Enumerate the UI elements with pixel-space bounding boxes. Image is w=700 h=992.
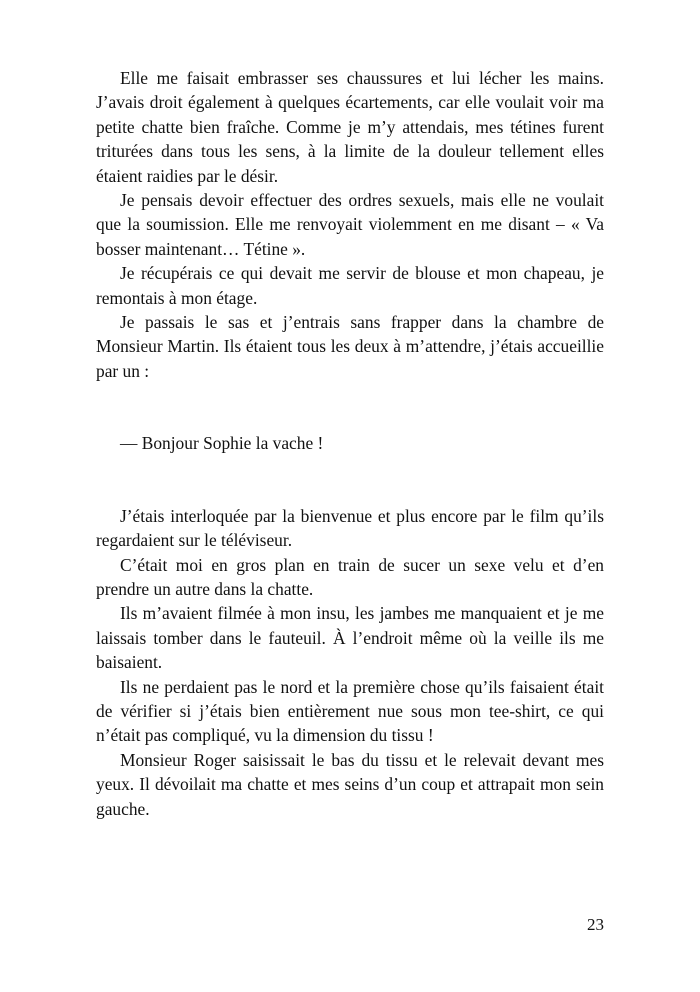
paragraph: Je pensais devoir effectuer des ordres sexuels, mais elle ne voulait que la soumission. Elle me renvoyait violemment en me disant – « Va bosser maintenant… Tétine ». <box>96 190 604 259</box>
paragraph: Je passais le sas et j’entrais sans frapper dans la chambre de Monsieur Martin. Ils étaient tous les deux à m’attendre, j’étais accueillie par un : <box>96 312 604 381</box>
dialogue-line: — Bonjour Sophie la vache ! <box>120 433 324 454</box>
paragraph: Elle me faisait embrasser ses chaussures et lui lécher les mains. J’avais droit également à quelques écartements, car elle voulait voir ma petite chatte bien fraîche. Comme je m’y attendais, mes tétines furent triturées dans tous les sens, à la limite de la douleur tellement elles étaient raidies par le désir. <box>96 68 604 186</box>
paragraph: C’était moi en gros plan en train de sucer un sexe velu et d’en prendre un autre dans la chatte. <box>96 554 604 599</box>
paragraph: J’étais interloquée par la bienvenue et plus encore par le film qu’ils regardaient sur le téléviseur. <box>96 505 604 551</box>
page-body <box>96 66 604 821</box>
paragraph: Monsieur Roger saisissait le bas du tissu et le relevait devant mes yeux. Il dévoilait ma chatte et mes seins d’un coup et attrapait mon sein gauche. <box>96 749 604 819</box>
paragraph: Ils m’avaient filmée à mon insu, les jambes me manquaient et je me laissais tomber dans le fauteuil. À l’endroit même où la veille ils me baisaient. <box>96 603 604 673</box>
page-number: 23 <box>587 915 604 934</box>
paragraph: Je récupérais ce qui devait me servir de blouse et mon chapeau, je remontais à mon étage. <box>96 263 604 308</box>
paragraph: Ils ne perdaient pas le nord et la première chose qu’ils faisaient était de vérifier si j’étais bien entièrement nue sous mon tee-shirt, ce qui n’était pas compliqué, vu la dimension du tissu ! <box>96 676 604 746</box>
